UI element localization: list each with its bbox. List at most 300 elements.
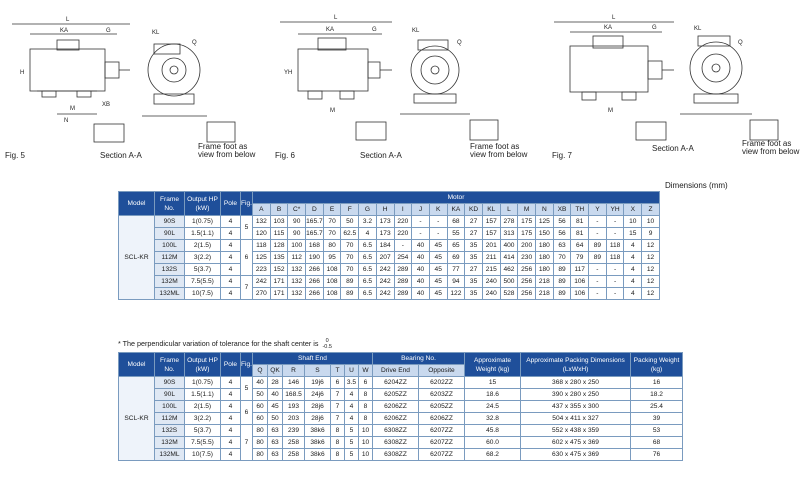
dim-cell: 278 (500, 216, 518, 228)
col-shaft-end-group: Shaft End (253, 353, 373, 365)
dim-cell: 40 (412, 264, 430, 276)
frame-cell: 132ML (155, 288, 185, 300)
dim-cell: 40 (412, 240, 430, 252)
fig5-section-label: Section A-A (100, 151, 142, 160)
col-shaft-1: QK (268, 365, 283, 377)
dim-cell: 157 (482, 228, 500, 240)
dim-cell: 190 (306, 252, 324, 264)
pole-cell: 4 (221, 437, 241, 449)
shaft-cell: 40 (253, 377, 268, 389)
dim-cell: 70 (341, 240, 359, 252)
col-bearing-group: Bearing No. (373, 353, 465, 365)
output-cell: 5(3.7) (185, 264, 221, 276)
dim-cell: 400 (500, 240, 518, 252)
dim-cell: 270 (253, 288, 271, 300)
opposite-cell: 6207ZZ (419, 449, 465, 461)
frame-cell: 100L (155, 401, 185, 413)
col-dim-4: E (323, 204, 341, 216)
opposite-cell: 6207ZZ (419, 425, 465, 437)
svg-text:M: M (70, 106, 75, 112)
shaft-cell: 28 (268, 377, 283, 389)
col-shaft-3: S (305, 365, 331, 377)
dim-cell: 165.7 (306, 228, 324, 240)
dim-cell: - (394, 240, 412, 252)
table-row (119, 264, 660, 276)
weight-cell: 24.5 (465, 401, 521, 413)
dim-cell: 4 (624, 264, 642, 276)
shaft-cell: 203 (283, 413, 305, 425)
tolerance-upper: 0 (325, 338, 329, 344)
dim-cell: 4 (624, 288, 642, 300)
col-dim-17: XB (553, 204, 571, 216)
shaft-bearing-table (118, 352, 683, 461)
svg-text:G: G (652, 25, 657, 31)
figure-strip (0, 0, 800, 170)
dim-cell: 89 (341, 288, 359, 300)
svg-text:KA: KA (326, 27, 335, 33)
shaft-cell: 80 (253, 449, 268, 461)
frame-cell: 90L (155, 389, 185, 401)
output-cell: 2(1.5) (185, 240, 221, 252)
shaft-cell: 5 (345, 449, 359, 461)
fig6-section-label: Section A-A (360, 151, 402, 160)
shaft-cell: 60 (253, 401, 268, 413)
dim-cell: 12 (642, 288, 660, 300)
opposite-cell: 6207ZZ (419, 437, 465, 449)
opposite-cell: 6206ZZ (419, 413, 465, 425)
dim-cell: 256 (518, 264, 536, 276)
dim-cell: 108 (323, 264, 341, 276)
dim-cell: 240 (482, 288, 500, 300)
packing-cell: 630 x 475 x 369 (521, 449, 631, 461)
dim-cell: 106 (571, 276, 589, 288)
col-frame: Frame No. (155, 192, 185, 216)
dim-cell: 500 (500, 276, 518, 288)
shaft-cell: 8 (331, 449, 345, 461)
packing-cell: 552 x 438 x 359 (521, 425, 631, 437)
shaft-cell: 38k6 (305, 437, 331, 449)
dim-cell: 106 (571, 288, 589, 300)
dim-cell: 180 (536, 240, 554, 252)
col-dim-9: J (412, 204, 430, 216)
table-row (119, 276, 660, 288)
shaft-cell: 28j6 (305, 413, 331, 425)
col-dim-6: G (359, 204, 377, 216)
col-shaft-4: T (331, 365, 345, 377)
dim-cell: 266 (306, 264, 324, 276)
dim-cell: 211 (482, 252, 500, 264)
shaft-cell: 63 (268, 437, 283, 449)
svg-text:Q: Q (457, 40, 462, 46)
col-dim-2: C* (288, 204, 306, 216)
output-cell: 10(7.5) (185, 449, 221, 461)
dim-cell: 27 (465, 216, 483, 228)
dim-cell: 6.5 (359, 252, 377, 264)
fig6-foot-label: Frame foot as view from below (470, 142, 528, 159)
pole-cell: 4 (221, 264, 241, 276)
dim-cell: 132 (253, 216, 271, 228)
frame-cell: 112M (155, 413, 185, 425)
col-dim-8: I (394, 204, 412, 216)
svg-text:L: L (612, 15, 616, 21)
frame-cell: 132M (155, 276, 185, 288)
fig-cell: 6 (241, 401, 253, 425)
col-dim-10: K (429, 204, 447, 216)
output-cell: 3(2.2) (185, 413, 221, 425)
dim-cell: 171 (270, 288, 288, 300)
dim-cell: 64 (571, 240, 589, 252)
col-dim-19: Y (589, 204, 607, 216)
dim-cell: 242 (376, 276, 394, 288)
dim-cell: 6.5 (359, 264, 377, 276)
packing-cell: 504 x 411 x 327 (521, 413, 631, 425)
col-output: Output HP (kW) (185, 192, 221, 216)
dim-cell: 89 (589, 240, 607, 252)
dim-cell: 55 (447, 228, 465, 240)
dim-cell: 168 (306, 240, 324, 252)
svg-text:Q: Q (738, 40, 743, 46)
model-cell: SCL-KR (119, 377, 155, 461)
motor-outline-drawing (2, 4, 252, 164)
shaft-cell: 4 (345, 413, 359, 425)
dim-cell: - (589, 276, 607, 288)
dim-cell: 4 (624, 276, 642, 288)
frame-cell: 132S (155, 264, 185, 276)
fig-cell: 5 (241, 216, 253, 240)
table-row (119, 413, 683, 425)
dim-cell: 10 (624, 216, 642, 228)
shaft-cell: 6 (331, 377, 345, 389)
dim-cell: 89 (589, 252, 607, 264)
dim-cell: 242 (376, 264, 394, 276)
motor-drawing-fig5 (2, 4, 252, 164)
shaft-cell: 6 (359, 377, 373, 389)
output-cell: 7.5(5.5) (185, 276, 221, 288)
dim-cell: 180 (536, 252, 554, 264)
output-cell: 1.5(1.1) (185, 389, 221, 401)
svg-text:Q: Q (192, 40, 197, 46)
shaft-cell: 3.5 (345, 377, 359, 389)
dim-cell: 40 (412, 288, 430, 300)
output-cell: 1(0.75) (185, 377, 221, 389)
shaft-cell: 80 (253, 437, 268, 449)
shaft-cell: 168.5 (283, 389, 305, 401)
fig6-label: Fig. 6 (275, 151, 296, 160)
dim-cell: 6.5 (359, 276, 377, 288)
pole-cell: 4 (221, 401, 241, 413)
shaft-cell: 4 (345, 401, 359, 413)
frame-cell: 132M (155, 437, 185, 449)
shaft-cell: 5 (345, 437, 359, 449)
shaft-cell: 19j6 (305, 377, 331, 389)
shaft-cell: 10 (359, 449, 373, 461)
shaft-cell: 50 (253, 389, 268, 401)
dim-cell: 220 (394, 228, 412, 240)
dim-cell: 125 (253, 252, 271, 264)
dim-cell: - (429, 228, 447, 240)
dim-cell: 4 (624, 240, 642, 252)
col-dim-20: YH (606, 204, 624, 216)
motor-drawing-fig6 (272, 4, 522, 164)
dim-cell: - (606, 228, 624, 240)
pole-cell: 4 (221, 377, 241, 389)
svg-text:M: M (608, 108, 613, 114)
weight-cell: 18.6 (465, 389, 521, 401)
col-dim-11: KA (447, 204, 465, 216)
shaft-cell: 63 (268, 425, 283, 437)
dim-cell: 90 (288, 216, 306, 228)
shaft-cell: 63 (268, 449, 283, 461)
shaft-cell: 258 (283, 449, 305, 461)
shaft-cell: 8 (359, 389, 373, 401)
dim-cell: 35 (465, 288, 483, 300)
dim-cell: 528 (500, 288, 518, 300)
table-row (119, 377, 683, 389)
pole-cell: 4 (221, 252, 241, 264)
dim-cell: 4 (359, 228, 377, 240)
dim-cell: 240 (482, 276, 500, 288)
dim-cell: 184 (376, 240, 394, 252)
motor-outline-drawing (272, 4, 522, 164)
svg-text:L: L (334, 15, 338, 21)
pole-cell: 4 (221, 288, 241, 300)
dim-cell: 173 (376, 216, 394, 228)
output-cell: 10(7.5) (185, 288, 221, 300)
dim-cell: 150 (536, 228, 554, 240)
table-row (119, 389, 683, 401)
packing-cell: 602 x 475 x 369 (521, 437, 631, 449)
output-cell: 1(0.75) (185, 216, 221, 228)
col-dim-12: KD (465, 204, 483, 216)
dim-cell: 462 (500, 264, 518, 276)
packing-cell: 390 x 280 x 250 (521, 389, 631, 401)
dim-cell: 100 (288, 240, 306, 252)
shaft-cell: 8 (331, 437, 345, 449)
fig-cell: 6 (241, 240, 253, 276)
dim-cell: 10 (642, 216, 660, 228)
fig7-label: Fig. 7 (552, 151, 573, 160)
dim-cell: 220 (394, 216, 412, 228)
dim-cell: 115 (270, 228, 288, 240)
dim-cell: 94 (447, 276, 465, 288)
col-packing-weight: Packing Weight (kg) (631, 353, 683, 377)
col-pole: Pole (221, 192, 241, 216)
dim-cell: - (589, 216, 607, 228)
dim-cell: 56 (553, 216, 571, 228)
shaft-cell: 146 (283, 377, 305, 389)
fig-cell: 5 (241, 377, 253, 401)
shaft-cell: 40 (268, 389, 283, 401)
svg-text:N: N (64, 118, 69, 124)
dim-cell: 242 (253, 276, 271, 288)
dim-cell: - (412, 216, 430, 228)
weight-cell: 60.0 (465, 437, 521, 449)
tolerance-note (118, 338, 332, 350)
dim-cell: 125 (536, 216, 554, 228)
shaft-cell: 5 (345, 425, 359, 437)
units-caption: Dimensions (mm) (665, 181, 728, 190)
svg-text:YH: YH (284, 70, 293, 76)
dim-cell: 118 (606, 240, 624, 252)
dim-cell: - (429, 216, 447, 228)
dim-cell: 12 (642, 252, 660, 264)
col-dim-7: H (376, 204, 394, 216)
weight-cell: 45.8 (465, 425, 521, 437)
dim-cell: 45 (429, 264, 447, 276)
frame-cell: 90S (155, 216, 185, 228)
dim-cell: 414 (500, 252, 518, 264)
dim-cell: 81 (571, 228, 589, 240)
dim-cell: 175 (518, 216, 536, 228)
model-cell: SCL-KR (119, 216, 155, 300)
col-shaft-0: Q (253, 365, 268, 377)
dim-cell: 27 (465, 264, 483, 276)
svg-text:H: H (20, 70, 25, 76)
weight-cell: 15 (465, 377, 521, 389)
dim-cell: 108 (323, 288, 341, 300)
col-model: Model (119, 353, 155, 377)
shaft-cell: 10 (359, 437, 373, 449)
col-output: Output HP (kW) (185, 353, 221, 377)
dim-cell: 173 (376, 228, 394, 240)
dim-cell: - (589, 264, 607, 276)
fig-cell: 7 (241, 276, 253, 300)
packing-cell: 368 x 280 x 250 (521, 377, 631, 389)
table-row (119, 449, 683, 461)
shaft-cell: 28j6 (305, 401, 331, 413)
output-cell: 5(3.7) (185, 425, 221, 437)
pole-cell: 4 (221, 449, 241, 461)
dim-cell: 45 (429, 276, 447, 288)
dim-cell: 70 (323, 228, 341, 240)
col-dim-21: X (624, 204, 642, 216)
dim-cell: 313 (500, 228, 518, 240)
pole-cell: 4 (221, 389, 241, 401)
dim-cell: 132 (288, 264, 306, 276)
shaft-cell: 60 (253, 413, 268, 425)
dim-cell: 70 (341, 252, 359, 264)
dim-cell: 79 (571, 252, 589, 264)
output-cell: 1.5(1.1) (185, 228, 221, 240)
packing-cell: 437 x 355 x 300 (521, 401, 631, 413)
dim-cell: 56 (553, 228, 571, 240)
dim-cell: 15 (624, 228, 642, 240)
dim-cell: 12 (642, 264, 660, 276)
col-shaft-5: U (345, 365, 359, 377)
svg-text:KA: KA (604, 25, 613, 31)
drive-end-cell: 6308ZZ (373, 449, 419, 461)
dim-cell: 63 (553, 240, 571, 252)
drive-end-cell: 6308ZZ (373, 425, 419, 437)
dim-cell: 81 (571, 216, 589, 228)
dim-cell: 70 (553, 252, 571, 264)
dim-cell: 207 (376, 252, 394, 264)
svg-text:KA: KA (60, 28, 69, 34)
dim-cell: 218 (536, 276, 554, 288)
output-cell: 7.5(5.5) (185, 437, 221, 449)
dim-cell: 230 (518, 252, 536, 264)
col-shaft-2: R (283, 365, 305, 377)
fig-cell: 7 (241, 425, 253, 461)
col-fig: Fig. (241, 192, 253, 216)
col-dim-3: D (306, 204, 324, 216)
dim-cell: 3.2 (359, 216, 377, 228)
drive-end-cell: 6308ZZ (373, 437, 419, 449)
dim-cell: 90 (288, 228, 306, 240)
dim-cell: 9 (642, 228, 660, 240)
fig7-foot-label: Frame foot as view from below (742, 139, 800, 156)
dim-cell: 266 (306, 276, 324, 288)
pole-cell: 4 (221, 228, 241, 240)
dim-cell: 122 (447, 288, 465, 300)
output-cell: 2(1.5) (185, 401, 221, 413)
fig5-foot-label: Frame foot as view from below (198, 142, 256, 159)
dim-cell: 218 (536, 288, 554, 300)
col-dim-15: M (518, 204, 536, 216)
packing-weight-cell: 68 (631, 437, 683, 449)
frame-cell: 112M (155, 252, 185, 264)
dim-cell: 95 (323, 252, 341, 264)
dim-cell: 180 (536, 264, 554, 276)
dim-cell: - (606, 264, 624, 276)
drive-end-cell: 6206ZZ (373, 401, 419, 413)
col-dim-1: B (270, 204, 288, 216)
svg-text:KL: KL (412, 28, 420, 34)
dim-cell: 157 (482, 216, 500, 228)
col-dim-14: L (500, 204, 518, 216)
shaft-cell: 8 (359, 413, 373, 425)
dim-cell: - (589, 228, 607, 240)
shaft-cell: 8 (359, 401, 373, 413)
svg-text:G: G (372, 27, 377, 33)
dim-cell: 289 (394, 276, 412, 288)
dim-cell: 65 (447, 240, 465, 252)
shaft-cell: 7 (331, 401, 345, 413)
dim-cell: 254 (394, 252, 412, 264)
table-row (119, 288, 660, 300)
shaft-cell: 38k6 (305, 425, 331, 437)
output-cell: 3(2.2) (185, 252, 221, 264)
svg-text:XB: XB (102, 102, 111, 108)
col-dim-13: KL (482, 204, 500, 216)
dim-cell: 215 (482, 264, 500, 276)
opposite-cell: 6205ZZ (419, 401, 465, 413)
dim-cell: 35 (465, 252, 483, 264)
table-row (119, 240, 660, 252)
dim-cell: 89 (553, 276, 571, 288)
shaft-cell: 239 (283, 425, 305, 437)
shaft-cell: 193 (283, 401, 305, 413)
col-frame: Frame No. (155, 353, 185, 377)
dim-cell: 118 (253, 240, 271, 252)
dim-cell: 120 (253, 228, 271, 240)
weight-cell: 32.8 (465, 413, 521, 425)
shaft-cell: 50 (268, 413, 283, 425)
shaft-cell: 7 (331, 389, 345, 401)
shaft-cell: 45 (268, 401, 283, 413)
dim-cell: 175 (518, 228, 536, 240)
frame-cell: 132ML (155, 449, 185, 461)
shaft-cell: 258 (283, 437, 305, 449)
tolerance-value (322, 338, 331, 350)
dim-cell: 12 (642, 240, 660, 252)
dim-cell: 35 (465, 240, 483, 252)
dim-cell: 70 (341, 264, 359, 276)
col-fig: Fig. (241, 353, 253, 377)
tolerance-note-text: * The perpendicular variation of tolerance for the shaft center is (118, 338, 319, 348)
drive-end-cell: 6205ZZ (373, 389, 419, 401)
dim-cell: 40 (412, 276, 430, 288)
